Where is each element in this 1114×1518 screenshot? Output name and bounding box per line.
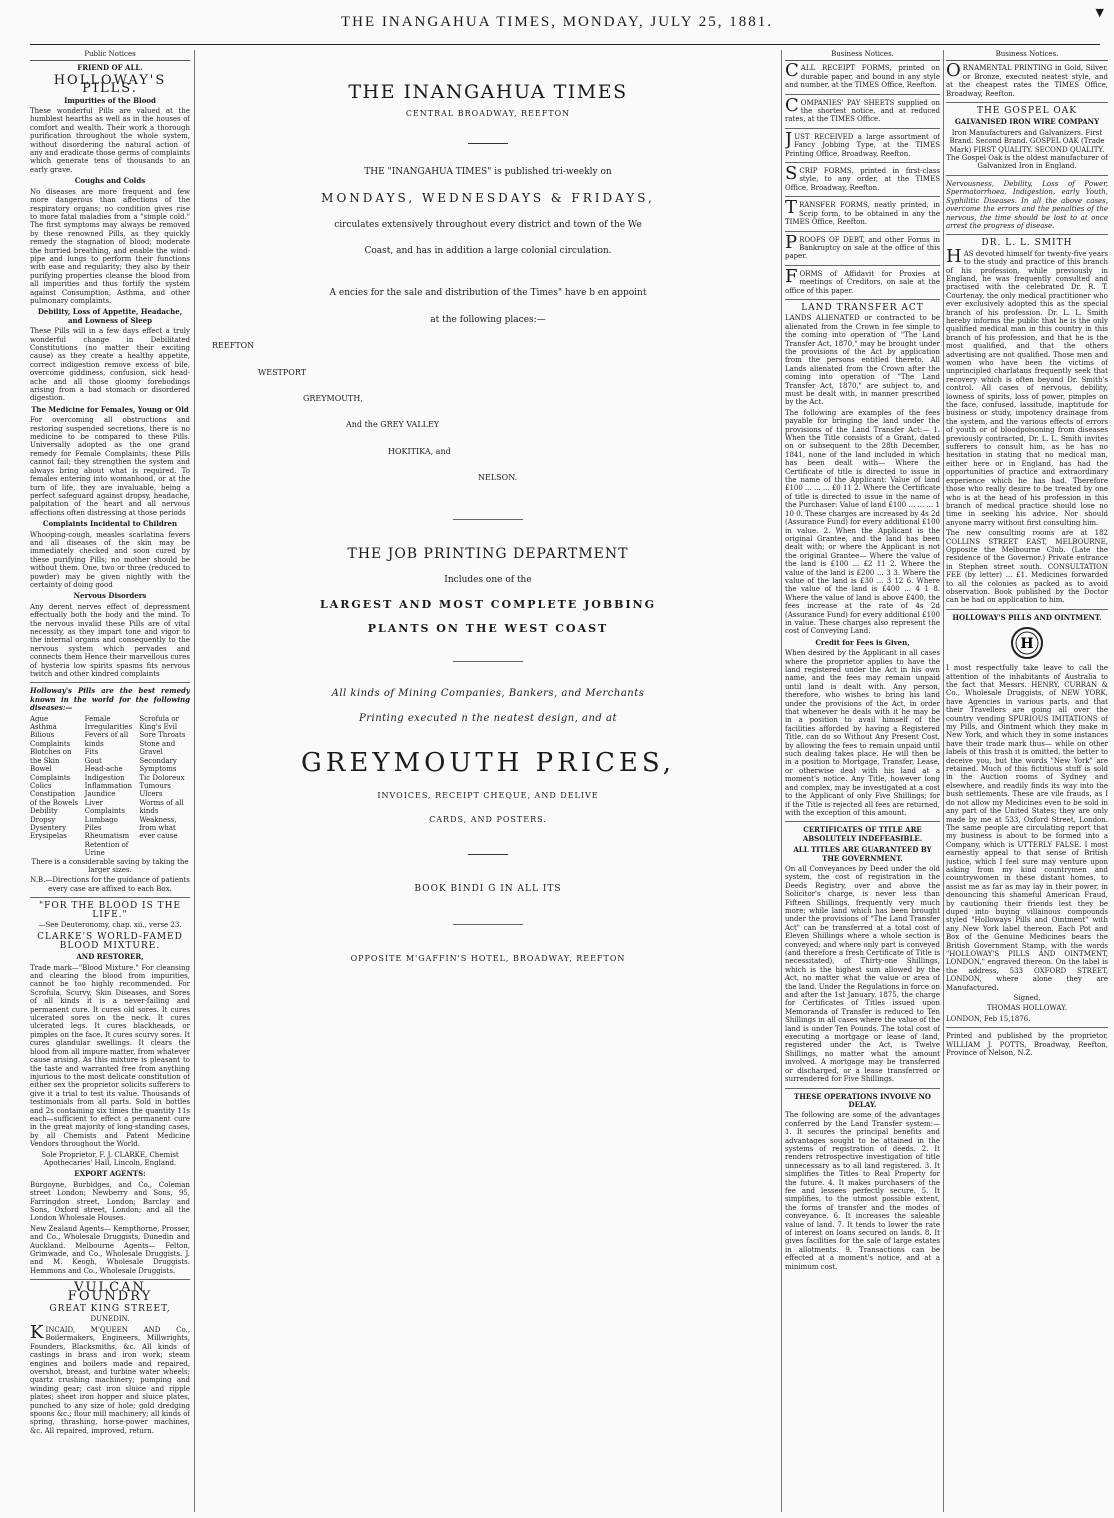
paper-title: THE INANGAHUA TIMES	[348, 81, 628, 103]
separator	[453, 661, 523, 662]
directions-note: N.B.—Directions for the guidance of patients every case are affixed to each Box.	[30, 876, 190, 893]
disease-item: Tumours	[139, 781, 171, 790]
disease-item: Jaundice	[84, 790, 116, 799]
disease-item: Scrofula or King's Evil	[139, 714, 179, 732]
nervousness-ad: Nervousness, Debility, Loss of Power, Spermatorrhoea, Indigestion, early Youth, Syphilitic Diseases. In all the above cases, overcome the errors and the penalties of the nervous, the time should be lost to at once arrest the progress of disease.	[946, 179, 1108, 230]
debility-heading: Debility, Loss of Appetite, Headache, and Lowness of Sleep	[37, 307, 183, 325]
column-rule	[781, 50, 782, 1512]
trade-mark-seal-icon	[946, 626, 1108, 660]
gospel-oak-subtitle: GALVANISED IRON WIRE COMPANY	[954, 117, 1100, 127]
land-transfer-text: LANDS ALIENATED or contracted to be alienated from the Crown in fee simple to the coming into operation of "The Land Transfer Act, 1870," may be brought under the provisions of the Act by application from the persons entitled thereto. All Lands alienated from the Crown after the coming into operation of "The Land Transfer Act, 1870," are subject to, and must be dealt with, in manner prescribed by the Act.	[785, 314, 940, 407]
masthead: THE INANGAHUA TIMES, MONDAY, JULY 25, 1881.	[340, 14, 773, 30]
divider	[785, 1088, 940, 1089]
disease-list-right	[139, 715, 190, 858]
disease-item: Bowel Complaints	[30, 765, 71, 782]
smith-text: HAS devoted himself for twenty-five years to the study and practice of this branch of his profession, while previously in England, he was frequently consulted and practised with the celebrated Dr. R. T. Courtenay, the only medical practitioner who ever exclusively adopted this as the special branch of his profession. Dr. L. L. Smith hereby informs the public that he is the only qualified medical man in this country in this branch of his profession, and that he is the most qualified, and that the others advertising are not qualified. Those men and women who have been the victims of unprincipled charlatans frequently seek that recovery which is often beyond Dr. Smith's control. All cases of nervous, debility, lowness of spirits, loss of power, pimples on the face, confused, lassitude, inaptitude for business or study, impotency drainage from the system, and the various effects of errors of youth or of bloodpoisoning from diseases previously contracted, Dr. L. L. Smith invites sufferers to consult him, as he has no hesitation in stating that no medical man, either here or in England, has had the opportunities of practice and extraordinary experience which he has had. Therefore those who really desire to be treated by one who is at the head of his profession in this branch of medical practice should lose no time in seeking his advice. Nor should anyone marry without first consulting him.	[946, 245, 1108, 527]
place-grey-valley: And the GREY VALLEY	[346, 420, 440, 430]
publication-days: MONDAYS, WEDNESDAYS & FRIDAYS,	[321, 191, 655, 206]
guaranteed-text: On all Conveyances by Deed under the old system, the cost of registration in the Deeds Registry, over and above the Solicitor's charge, is never less than Fifteen Shillings, frequently very much more; while land which has been brought under the provisions of "The Land Transfer Act" can be transferred at a total cost of Eleven Shillings where a whole section is conveyed; and where only part is conveyed (and therefore a fresh Certificate of Title is necessitated), of Thirty-one Shillings, which is the highest sum allowed by the Act, no matter what the value or area of the land. Under the Regulations in force on and after the 1st January, 1875, the charge for Certificates of Titles issued upon Memoranda of Transfer is reduced to Ten Shillings in all cases where the value of the land is under Ten Pounds. The total cost of executing a mortgage or lease of land, registered under the Act, is Twelve Shillings, no matter what the amount involved. A mortgage may be transferred or discharged, or a lease transferred or surrendered for Five Shillings.	[785, 864, 940, 1084]
column-header: Public Notices	[30, 50, 190, 61]
masthead-rule	[30, 44, 1100, 45]
column-rule	[943, 50, 944, 1512]
printer-imprint: Printed and published by the proprietor, WILLIAM J. POTTS, Broadway, Reefton, Province of Nelson, N.Z.	[946, 1032, 1108, 1058]
disease-list-heading: Holloway's Pills are the best remedy known in the world for the following diseases:—	[30, 686, 190, 713]
divider	[785, 162, 940, 163]
place-nelson: NELSON.	[478, 473, 518, 483]
export-heading: EXPORT AGENTS:	[74, 1169, 146, 1179]
paper-address: CENTRAL BROADWAY, REEFTON	[405, 109, 571, 119]
disease-item: Weakness, from what ever cause	[139, 815, 178, 841]
scrip-forms-ad: SCRIP FORMS, printed in first-class style, to any order, at the TIMES Office, Broadway, Reefton.	[785, 163, 940, 192]
place-greymouth: GREYMOUTH,	[303, 394, 363, 404]
separator	[453, 924, 523, 925]
clarke-subtitle: AND RESTORER,	[76, 952, 144, 962]
printing-line: Printing executed n the neatest design, and at	[359, 712, 617, 724]
divider	[946, 175, 1108, 176]
divider	[30, 682, 190, 683]
column-rule	[194, 50, 195, 1512]
disease-item: Asthma	[30, 723, 57, 732]
corner-arrow-icon: ▼	[1095, 6, 1104, 19]
column-header: Business Notices.	[946, 50, 1108, 61]
affidavit-forms-ad: FORMS of Affidavit for Proxies at meetings of Creditors, on sale at the office of this paper.	[785, 265, 940, 295]
coughs-heading: Coughs and Colds	[74, 176, 146, 186]
all-kinds-line: All kinds of Mining Companies, Bankers, and Merchants	[331, 688, 645, 700]
disease-item: Rheumatism	[84, 832, 130, 841]
divider	[946, 609, 1108, 610]
clarke-proprietor: Sole Proprietor, F. J. CLARKE, Chemist Apothecaries' Hall, Lincoln, England.	[41, 1150, 179, 1167]
place-hokitika: HOKITIKA, and	[388, 446, 451, 456]
type-received-ad: JUST RECEIVED a large assortment of Fancy Jobbing Type, at the TIMES Printing Office, Broadway, Reefton.	[785, 128, 940, 158]
disease-item: Ulcers	[139, 790, 163, 799]
coughs-text: No diseases are more frequent and few more dangerous than affections of the respiratory organs; no condition gives rise to more fatal maladies from a "simple cold." The first symptoms may always be removed by these renowned Pills, as they quickly remedy the stagnation of blood; moderate the hurried breathing, and enable the wind-pipe and lungs to perform their functions with ease and regularity; they also by their purifying properties cleanse the blood from all impurities and thus fortify the system against Consumption, Asthma, and other pulmonary complaints.	[30, 187, 190, 305]
kincaid-text: KINCAID, M'QUEEN AND Co., Boilermakers, Engineers, Millwrights, Founders, Blacksmiths, &c. All kinds of castings in brass and iron work; steam engines and boilers made and repaired, overshot, breast, and turbine water wheels; quartz crushing machinery; pumping and winding gear; cast iron sluice and ripple plates; sheet iron hopper and sluice plates, punched to any size of hole; gold dredging spoons &c.; flour mill machinery; all kinds of spring, thrashing, horse-power machines, &c. All repaired, improved, return.	[30, 1321, 190, 1435]
call-receipt-ad: CALL RECEIPT FORMS, printed on durable paper, and bound in any style and number, at the TIMES Office, Reefton.	[785, 60, 940, 90]
opposite-line: OPPOSITE M'GAFFIN'S HOTEL, BROADWAY, REEFTON	[350, 953, 626, 963]
caution-text: I most respectfully take leave to call the attention of the inhabitants of Australia to the fact that Messrs. HENRY, CURRAN & Co., Wholesale Druggists, of NEW YORK, have Agencies in various parts, and that their Travellers are going all over the country vending SPURIOUS IMITATIONS of my Pills, and Ointment which they make in New York, and which they in some instances have their trade mark thus— while on other labels of this trash it is omitted, the better to deceive you, but the words "New York" are retained. Much of this fictitious stuff is sold in the Auction rooms of Sydney and elsewhere, and readily finds its way into the bush settlements. These are vile frauds, as I do not allow my Medicines even to be sold in any part of the United States; they are only made by me at 533, Oxford Street, London. The same people are circulating report that my business is about to be formed into a Company, which is UTTERLY FALSE. I most earnestly appeal to that sense of British justice, which I feel sure may venture upon asking from my kind countrymen and countrywomen in these distant homes, to assist me as far as may lay in their power, in denouncing this shameful American Fraud, by cautioning their friends lest they be duped into buying villainous compounds styled "Holloways Pills and Ointment" with any New York label thereon. Each Pot and Box of the Genuine Medicines bears the British Government Stamp, with the words "HOLLOWAY'S PILLS AND OINTMENT, LONDON," engraved thereon. On the label is the address, 533 OXFORD STREET, LONDON, where alone they are Manufactured.	[946, 664, 1108, 992]
vulcan-title: VULCAN FOUNDRY	[67, 1280, 153, 1304]
agencies-line: A encies for the sale and distribution of the Times" have b en appoint	[329, 288, 647, 299]
gospel-oak-text: Iron Manufacturers and Galvanizers. First Brand. Second Brand. GOSPEL OAK (Trade Mark) FIRST QUALITY. SECOND QUALITY. The Gospel Oak is the oldest manufacturer of Galvanized Iron in England.	[946, 128, 1108, 171]
divider	[785, 196, 940, 197]
invoices-line: INVOICES, RECEIPT CHEQUE, AND DELIVE	[377, 790, 599, 800]
disease-item: Blotches on the Skin	[30, 748, 72, 765]
guaranteed-title: ALL TITLES ARE GUARANTEED BY THE GOVERNMENT.	[793, 845, 932, 863]
coast-line: Coast, and has in addition a large colonial circulation.	[364, 246, 612, 257]
children-heading: Complaints Incidental to Children	[42, 519, 178, 529]
disease-list-middle	[85, 715, 136, 858]
disease-item: Tic Doloreux	[139, 773, 185, 782]
consulting-text: The new consulting rooms are at 182 COLLINS STREET EAST, MELBOURNE, Opposite the Melbourne Club. (Late the residence of the Governor.) Private entrance in Stephen street south. CONSULTATION FEE (by letter) ... £1. Medicines forwarded to all the colonies as packed as to avoid observation. Book published by the Doctor can be had on application to him.	[946, 529, 1108, 605]
disease-list-left	[30, 715, 81, 858]
signer-date: LONDON, Feb 15,1876.	[946, 1014, 1031, 1023]
divider	[785, 821, 940, 822]
binding-line: BOOK BINDI G IN ALL ITS	[414, 884, 562, 895]
divider	[785, 299, 940, 300]
disease-item: Bilious Complaints	[30, 731, 71, 748]
certificates-title: CERTIFICATES OF TITLE ARE ABSOLUTELY INDEFEASIBLE.	[802, 825, 923, 843]
vulcan-street: GREAT KING STREET,	[49, 1304, 171, 1315]
disease-item: Lumbago	[84, 815, 118, 824]
divider	[785, 231, 940, 232]
disease-item: Sore Throats	[139, 731, 186, 740]
column-public-notices	[30, 50, 190, 1512]
females-text: For overcoming all obstructions and restoring suspended secretions, there is no medicine to be compared to these Pills. Universally adopted as the one grand remedy for Female Complaints, these Pills cannot fail; they strengthen the system and always bring about what is required. To females entering into womanhood, or at the turn of life, they are invaluable, being a perfect safeguard against dropsy, headache, palpitation of the heart and all nervous affections often distressing at those periods	[30, 416, 190, 517]
disease-item: Ague	[30, 714, 49, 723]
disease-item: Fevers of all kinds	[84, 731, 129, 748]
nz-agents: New Zealand Agents— Kempthorne, Prosser, and Co., Wholesale Druggists, Dunedin and Auckland. Melbourne Agents— Felton, Grimwade, and Co., Wholesale Druggists. J. and M. Keogh, Wholesale Druggists. Hemmons and Co., Wholesale Druggists.	[30, 1224, 190, 1275]
disease-item: Debility	[30, 807, 58, 816]
place-westport: WESTPORT	[258, 367, 307, 377]
transfer-forms-ad: TRANSFER FORMS, neatly printed, in Scrip form, to be obtained in any the TIMES Office, Reefton.	[785, 197, 940, 227]
separator	[468, 143, 508, 144]
circulation-line: circulates extensively throughout every district and town of the We	[334, 219, 642, 230]
disease-item: Gout	[84, 756, 102, 765]
column-header: Business Notices.	[785, 50, 940, 61]
disease-item: Stone and Gravel	[139, 739, 176, 757]
caution-title: HOLLOWAY'S PILLS AND OINTMENT.	[952, 612, 1102, 622]
fees-text: The following are examples of the fees payable for bringing the land under the provisions of the Land Transfer Act:— 1. When the Title consists of a Grant, dated on or subsequent to the 28th December, 1841, none of the land included in which has been dealt with— Where the Certificate of title is directed to issue in the name of the Applicant: Value of land £100 ... ... ... £0 11 2. Where the Certificate of title is directed to issue in the name of the Purchaser: Value of land £100 ... ... ... 1 10 0. These charges are increased by 4s 2d (Assurance Fund) for every additional £100 in value. 2. When the Applicant is the original Grantee, and the land has been dealt with; or where the Applicant is not the original Grantee— Where the value of the land is £100 ... £2 11 2. Where the value of the land is £200 ... 3 3. Where the value of the land is £30 ... 3 12 6. Where the value of the land is £400 ... 4 1 8. Where the value of land is above £400, the fees increase at the rate of 4s 2d (Assurance Fund) for every additional £100 in value. These charges also represent the cost of Conveying Land.	[785, 408, 940, 636]
column-business-notices	[785, 50, 940, 1512]
advantages-text: The following are some of the advantages conferred by the Land Transfer system:— 1. It secures the principal benefits and advantages sought to be attained in the systems of registration of deeds. 2. It renders retrospective investigation of title unnecessary as to all land registered. 3. It simplifies the Titles to Real Property for the future. 4. It makes purchasers of the fee and lessees perfectly secure. 5. It simplifies, to the utmost possible extent, the forms of transfer and the modes of conveyance. 6. It increases the saleable value of land. 7. It tends to lower the rate of interest on loans secured on lands. 8. It gives facilities for the sale of large estates in allotments. 9. Transactions can be effected at a moment's notice, and at a minimum cost.	[785, 1111, 940, 1271]
debility-text: These Pills will in a few days effect a truly wonderful change in Debilitated Constitutions (no matter their exciting cause) as they create a healthy appetite, correct indigestion remove excess of bile, overcome giddiness, confusion, sick head-ache and all those gloomy forebodings arising from a bad stomach or disordered digestion.	[30, 327, 190, 403]
friend-heading: FRIEND OF ALL.	[77, 63, 143, 73]
job-printing-heading: THE JOB PRINTING DEPARTMENT	[347, 545, 629, 562]
svg-text:H: H	[1020, 636, 1034, 653]
disease-item: Fits	[84, 748, 99, 757]
saving-note: There is a considerable saving by taking the larger sizes.	[31, 857, 189, 874]
vulcan-city: DUNEDIN.	[90, 1315, 130, 1324]
separator	[453, 519, 523, 520]
credit-heading: Credit for Fees is Given,	[815, 637, 910, 647]
disease-item: Female Irregularities	[84, 714, 133, 732]
divider	[30, 897, 190, 898]
divider	[785, 128, 940, 129]
disease-list	[30, 715, 190, 858]
children-text: Whooping-cough, measles scarlatina fevers and all diseases of the skin may be immediately checked and soon cured by these purifying Pills; no mother should be without them. One, two or three (reduced to powder) may be given nightly with the certainty of doing good	[30, 530, 190, 589]
no-delay-title: THESE OPERATIONS INVOLVE NO DELAY.	[794, 1091, 931, 1109]
column-center-advert	[198, 50, 778, 1512]
disease-item: Head-ache	[84, 765, 123, 774]
gospel-oak-title: THE GOSPEL OAK	[976, 106, 1078, 117]
females-heading: The Medicine for Females, Young or Old	[31, 404, 189, 414]
disease-item: Piles	[84, 823, 102, 832]
signer-name: THOMAS HOLLOWAY.	[986, 1004, 1068, 1013]
smith-title: DR. L. L. SMITH	[981, 238, 1073, 249]
nervous-heading: Nervous Disorders	[73, 591, 147, 601]
divider	[946, 102, 1108, 103]
divider	[785, 94, 940, 95]
divider	[946, 234, 1108, 235]
plants-line: PLANTS ON THE WEST COAST	[367, 621, 609, 635]
disease-item: Secondary Symptoms	[139, 756, 177, 774]
impurities-text: These wonderful Pills are valued at the humblest hearths as well as in the houses of comfort and wealth. Their work a thorough purification throughout the whole system, without disordering the natural action of any and eradicate those germs of complaints which generate tens of thousands to an early grave.	[30, 107, 190, 174]
clarke-text: Trade mark—"Blood Mixture." For cleansing and clearing the blood from impurities, cannot be too highly recommended. For Scrofula, Scurvy, Skin Diseases, and Sores of all kinds it is a never-failing and permanent cure. It cures old sores. It cures ulcerated sores on the neck. It cures ulcerated legs. It cures blackheads, or pimples on the face. It cures scurvy sores. It cures glandular swellings. It clears the blood from all impure matter, from whatever cause arising. As this mixture is pleasant to the taste and warranted free from anything injurious to the most delicate constitution of either sex the proprietor solicits sufferers to give it a trial to test its value. Thousands of testimonials from all parts. Sold in bottles and 2s containing six times the quantity 11s each—sufficient to effect a permanent cure in the great majority of long-standing cases, by all Chemists and Patent Medicine Vendors throughout the World.	[30, 963, 190, 1149]
nervous-text: Any derent nerves effect of depressment effectually both the body and the mind. To the nervous invalid these Pills are of vital necessity, as they impart tone and vigor to the internal organs and consequently to the nervous system which pervades and connects them Hence their marvellous cures of hysteria low spirits spasms fits nervous twitch and other kindred complaints	[30, 602, 190, 679]
disease-item: Dysentery	[30, 823, 67, 832]
includes-line: Includes one of the	[444, 575, 532, 586]
disease-item: Indigestion	[84, 773, 125, 782]
disease-item: Colics	[30, 781, 52, 790]
separator	[468, 854, 508, 855]
land-transfer-title: LAND TRANSFER ACT	[801, 302, 924, 313]
column-business-notices-2	[946, 50, 1108, 1512]
divider	[785, 265, 940, 266]
blood-title: "FOR THE BLOOD IS THE LIFE."	[38, 901, 182, 920]
pay-sheets-ad: COMPANIES' PAY SHEETS supplied on the shortest notice, and at reduced rates, at the TIMES Office.	[785, 94, 940, 124]
holloway-title: HOLLOWAY'S PILLS.	[53, 72, 167, 97]
disease-item: Dropsy	[30, 815, 56, 824]
published-line: THE "INANGAHUA TIMES" is published tri-weekly on	[364, 166, 612, 177]
disease-item: Worms of all kinds	[139, 798, 184, 816]
largest-line: LARGEST AND MOST COMPLETE JOBBING	[319, 597, 657, 611]
place-reefton: REEFTON	[212, 341, 255, 351]
disease-item: Erysipelas	[30, 832, 67, 841]
disease-item: Liver Complaints	[84, 798, 125, 816]
blood-subtitle: —See Deuteronomy, chap. xii., verse 23.	[38, 921, 182, 929]
clarke-title: CLARKE'S WORLD-FAMED BLOOD MIXTURE.	[37, 932, 183, 951]
places-intro: at the following places:—	[430, 314, 546, 325]
divider	[946, 1027, 1108, 1028]
greymouth-prices: GREYMOUTH PRICES,	[301, 748, 675, 779]
disease-item: Inflammation	[84, 781, 133, 790]
proofs-ad: PROOFS OF DEBT, and other Forms in Bankruptcy on sale at the office of this paper.	[785, 231, 940, 261]
export-agents: Burgoyne, Burbidges, and Co., Coleman street London; Newberry and Sons, 95, Farringdon street, London; Barclay and Sons, Oxford street, London; and all the London Wholesale Houses.	[30, 1180, 190, 1223]
credit-text: When desired by the Applicant in all cases where the proprietor applies to have the land registered under the Act in his own name, and the fees may remain unpaid until land is dealt with. Any person, therefore, who wishes to bring his land under the provisions of the Act, in order that whenever he deals with it he may be in a position to avail himself of the facilities afforded by having a Registered Title, can do so Without Any Present Cost, by allowing the fees to remain unpaid until such dealing takes place. He will then be in a position to Mortgage, Transfer, Lease, or otherwise deal with his land at a moment's notice. Any Title, however long and complex, may be investigated at a cost to the Applicant of only Five Shillings; for if the Title is rejected all fees are returned, with the exception of this amount.	[785, 649, 940, 817]
cards-line: CARDS, AND POSTERS.	[429, 814, 547, 824]
ornamental-printing-ad: ORNAMENTAL PRINTING in Gold, Silver, or Bronze, executed neatest style, and at the cheapest rates the TIMES Office, Broadway, Reefton.	[946, 60, 1108, 98]
disease-item: Constipation of the Bowels	[30, 790, 79, 807]
disease-item: Retention of Urine	[84, 840, 129, 858]
signed-label: Signed,	[1013, 994, 1041, 1003]
impurities-heading: Impurities of the Blood	[64, 95, 156, 105]
